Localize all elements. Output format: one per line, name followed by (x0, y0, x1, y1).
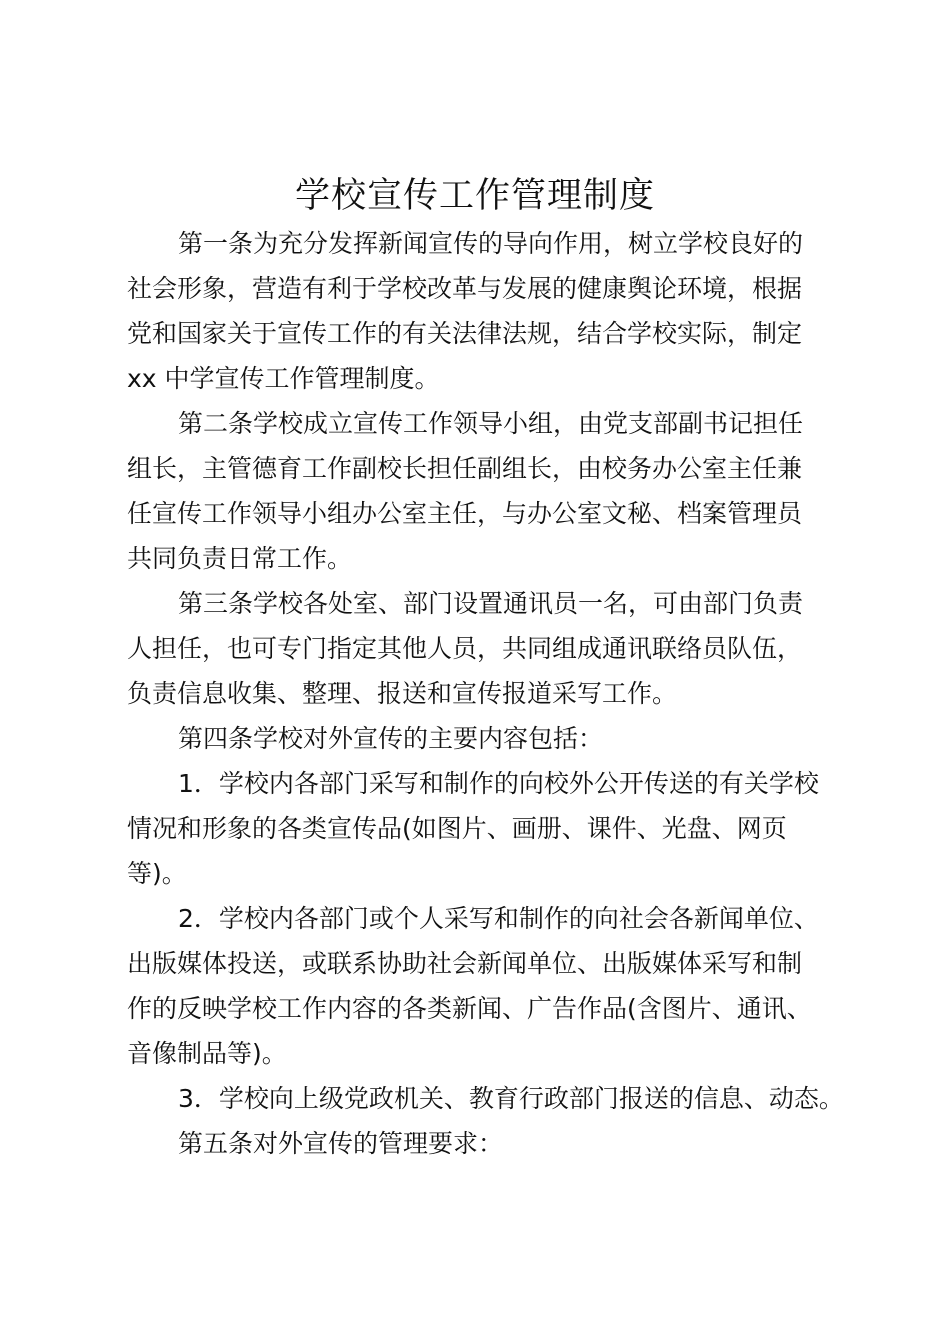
item-2-line-3: 作的反映学校工作内容的各类新闻、广告作品(含图片、通讯、 (127, 994, 812, 1023)
article-1-line-4: xx 中学宣传工作管理制度。 (127, 364, 440, 393)
article-3-line-3: 负责信息收集、整理、报送和宣传报道采写工作。 (127, 679, 678, 708)
item-2-line-4: 音像制品等)。 (127, 1039, 287, 1068)
article-1-line-3: 党和国家关于宣传工作的有关法律法规，结合学校实际，制定 (127, 319, 803, 348)
article-2-line-1: 第二条学校成立宣传工作领导小组，由党支部副书记担任 (178, 409, 804, 438)
item-3-line-1: 3．学校向上级党政机关、教育行政部门报送的信息、动态。 (178, 1084, 844, 1113)
article-5-line-1: 第五条对外宣传的管理要求： (178, 1129, 504, 1158)
article-3-line-2: 人担任，也可专门指定其他人员，共同组成通讯联络员队伍， (127, 634, 803, 663)
item-2-line-2: 出版媒体投送，或联系协助社会新闻单位、出版媒体采写和制 (127, 949, 803, 978)
article-1-line-2: 社会形象，营造有利于学校改革与发展的健康舆论环境，根据 (127, 274, 803, 303)
item-1-line-2: 情况和形象的各类宣传品(如图片、画册、课件、光盘、网页 (127, 814, 787, 843)
document-title: 学校宣传工作管理制度 (294, 176, 655, 216)
item-2-line-1: 2．学校内各部门或个人采写和制作的向社会各新闻单位、 (178, 904, 819, 933)
article-2-line-3: 任宣传工作领导小组办公室主任，与办公室文秘、档案管理员 (127, 499, 803, 528)
article-4-line-1: 第四条学校对外宣传的主要内容包括： (178, 724, 604, 753)
item-1-line-1: 1．学校内各部门采写和制作的向校外公开传送的有关学校 (178, 769, 819, 798)
article-1-line-1: 第一条为充分发挥新闻宣传的导向作用，树立学校良好的 (178, 229, 804, 258)
item-1-line-3: 等)。 (127, 859, 187, 888)
article-2-line-2: 组长，主管德育工作副校长担任副组长，由校务办公室主任兼 (127, 454, 803, 483)
article-2-line-4: 共同负责日常工作。 (127, 544, 353, 573)
article-3-line-1: 第三条学校各处室、部门设置通讯员一名，可由部门负责 (178, 589, 804, 618)
